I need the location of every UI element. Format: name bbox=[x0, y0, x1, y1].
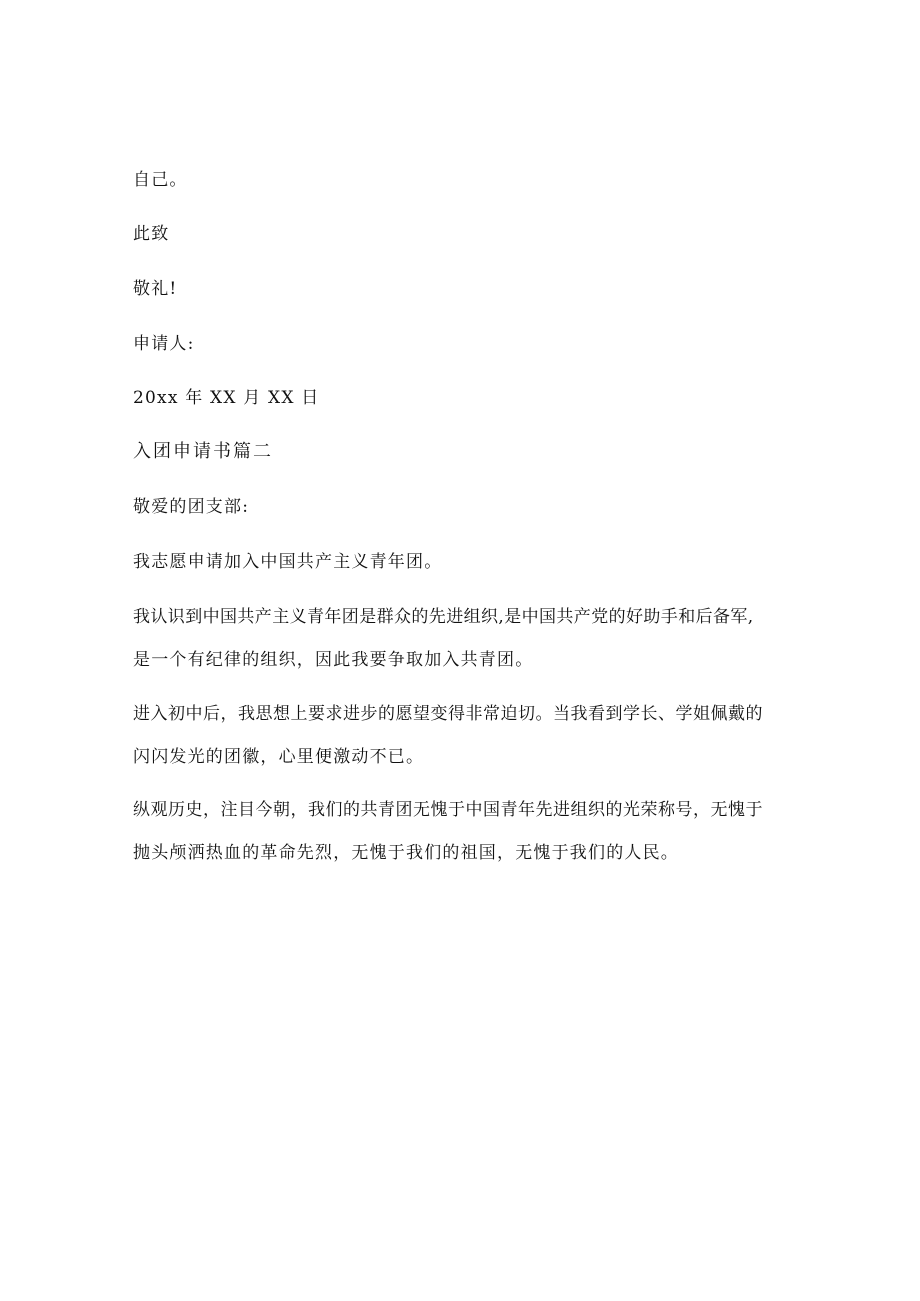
section-title: 入团申请书篇二 bbox=[133, 441, 273, 462]
applicant-label: 申请人: bbox=[133, 334, 195, 354]
closing-text-line: 自己。 bbox=[133, 170, 188, 190]
paragraph-3-line-2: 闪闪发光的团徽，心里便激动不已。 bbox=[133, 747, 425, 767]
paragraph-1: 我志愿申请加入中国共产主义青年团。 bbox=[133, 552, 443, 572]
date-line: 20xx 年 XX 月 XX 日 bbox=[133, 388, 320, 408]
salutation: 敬爱的团支部: bbox=[133, 497, 250, 517]
closing-salutation-jing-li: 敬礼! bbox=[133, 279, 178, 299]
closing-salutation-ci-zhi: 此致 bbox=[133, 224, 170, 244]
paragraph-3-line-1: 进入初中后，我思想上要求进步的愿望变得非常迫切。当我看到学长、学姐佩戴的 bbox=[133, 704, 763, 724]
paragraph-2-line-1: 我认识到中国共产主义青年团是群众的先进组织,是中国共产党的好助手和后备军, bbox=[133, 607, 754, 627]
paragraph-4-line-1: 纵观历史，注目今朝，我们的共青团无愧于中国青年先进组织的光荣称号，无愧于 bbox=[133, 800, 763, 820]
paragraph-2-line-2: 是一个有纪律的组织，因此我要争取加入共青团。 bbox=[133, 650, 534, 670]
paragraph-4-line-2: 抛头颅洒热血的革命先烈，无愧于我们的祖国，无愧于我们的人民。 bbox=[133, 843, 679, 863]
